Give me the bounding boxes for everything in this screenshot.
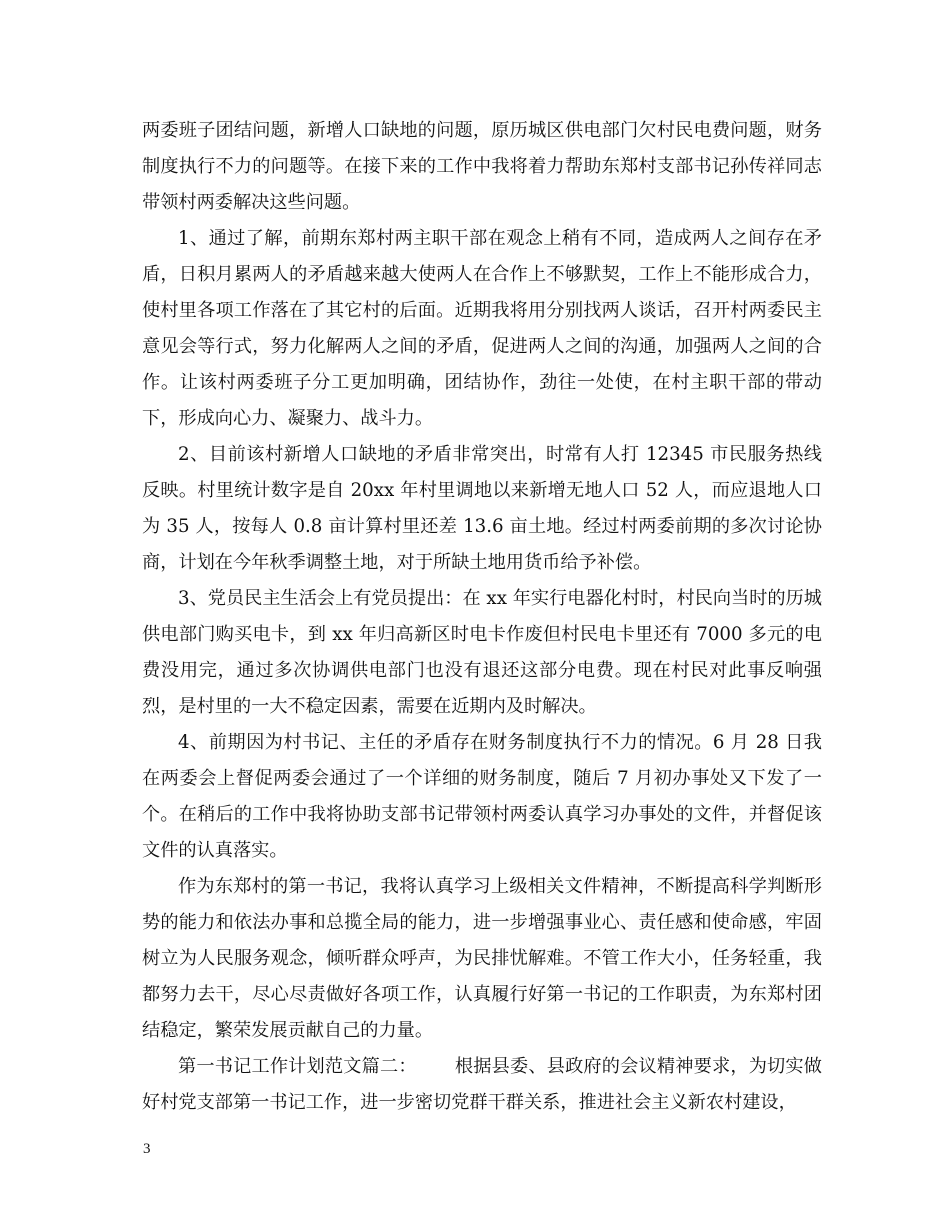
paragraph-continuation: 两委班子团结问题，新增人口缺地的问题，原历城区供电部门欠村民电费问题，财务制度执行不力的问题等。在接下来的工作中我将着力帮助东郑村支部书记孙传祥同志带领村两委解决这些问题。 <box>142 120 822 213</box>
paragraph-summary: 作为东郑村的第一书记，我将认真学习上级相关文件精神，不断提高科学判断形势的能力和依法办事和总揽全局的能力，进一步增强事业心、责任感和使命感，牢固树立为人民服务观念，倾听群众呼声，为民排忧解难。不管工作大小，任务轻重，我都努力去干，尽心尽责做好各项工作，认真履行好第一书记的工作职责，为东郑村团结稳定，繁荣发展贡献自己的力量。 <box>142 876 822 1041</box>
sample-two-text: 根据县委、县政府的会议精神要求，为切实做好村党支部第一书记工作，进一步密切党群干群关系，推进社会主义新农村建设， <box>142 1056 822 1113</box>
paragraph-item-1: 1、通过了解，前期东郑村两主职干部在观念上稍有不同，造成两人之间存在矛盾，日积月累两人的矛盾越来越大使两人在合作上不够默契，工作上不能形成合力，使村里各项工作落在了其它村的后面。近期我将用分别找两人谈话，召开村两委民主意见会等行式，努力化解两人之间的矛盾，促进两人之间的沟通，加强两人之间的合作。让该村两委班子分工更加明确，团结协作，劲往一处使，在村主职干部的带动下，形成向心力、凝聚力、战斗力。 <box>142 228 822 429</box>
paragraph-item-3: 3、党员民主生活会上有党员提出：在 xx 年实行电器化村时，村民向当时的历城供电部门购买电卡，到 xx 年归高新区时电卡作废但村民电卡里还有 7000 多元的电费没用完，通过多次协调供电部门也没有退还这部分电费。现在村民对此事反响强烈，是村里的一大不稳定因素，需要在近期内及时解决。 <box>142 588 822 717</box>
paragraph-item-4: 4、前期因为村书记、主任的矛盾存在财务制度执行不力的情况。6 月 28 日我在两委会上督促两委会通过了一个详细的财务制度，随后 7 月初办事处又下发了一个。在稍后的工作中我将协助支部书记带领村两委认真学习办事处的文件，并督促该文件的认真落实。 <box>142 732 822 861</box>
document-body <box>142 113 822 1121</box>
paragraph-item-2: 2、目前该村新增人口缺地的矛盾非常突出，时常有人打 12345 市民服务热线反映。村里统计数字是自 20xx 年村里调地以来新增无地人口 52 人，而应退地人口为 35 人，按每人 0.8 亩计算村里还差 13.6 亩土地。经过村两委前期的多次讨论协商，计划在今年秋季调整土地，对于所缺土地用货币给予补偿。 <box>142 444 822 573</box>
page-number: 3 <box>143 1141 151 1157</box>
paragraph-sample-two <box>142 1049 822 1121</box>
sample-two-heading: 第一书记工作计划范文篇二： <box>178 1056 417 1077</box>
